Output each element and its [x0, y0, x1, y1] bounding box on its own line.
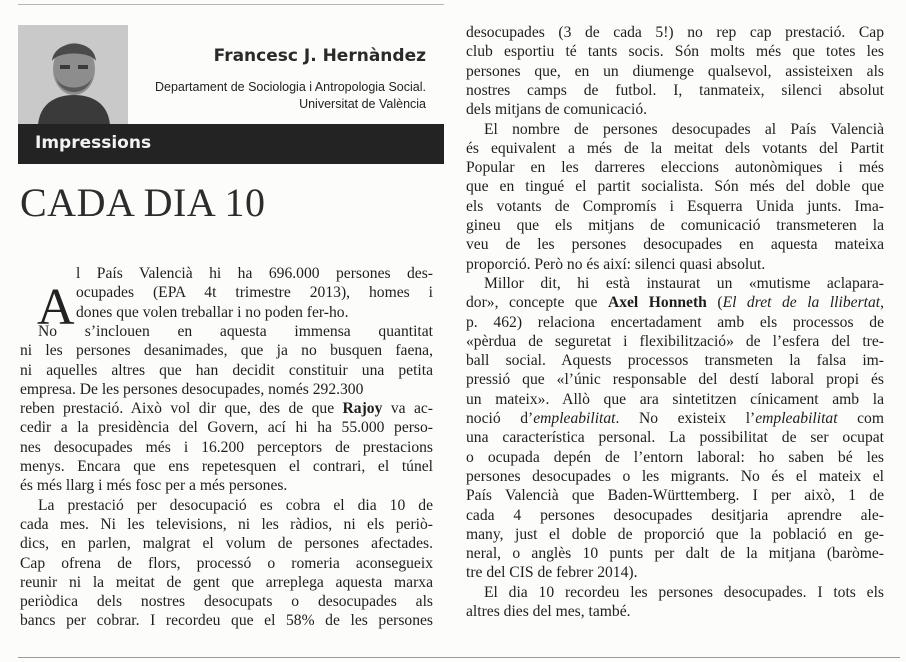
text-line: cada mes. Ni les televisions, ni les ràdios, ni els periò- [20, 515, 433, 533]
section-label: Impressions [35, 133, 152, 153]
text-line: dics, en parlen, malgrat el volum de persones afectades. [20, 535, 433, 553]
text-line: nostres camps de futbol. I, tanmateix, silenci absolut [466, 81, 884, 99]
text-line: tre del CIS de febrer 2014). [466, 564, 638, 582]
text-line: cedir a la presidència del Govern, ací hi ha 55.000 perso- [20, 419, 433, 437]
text-line: els votants de Compromís i Esquerra Unida junts. Ima- [466, 197, 884, 215]
text-line: ball social. Aquests processos transmeten la falsa im- [466, 352, 884, 370]
text-line: periòdica dels nostres desocupats o desocupades als [20, 593, 433, 611]
text-line: que en tingué el partit socialista. Són més del doble que [466, 178, 884, 196]
text-line: gineu que els mitjans de comunicació transmeteren la [466, 217, 884, 234]
text-line: ocupades (EPA 4t trimestre 2013), homes i [76, 284, 433, 302]
text-line: «pèrdua de seguretat i flexibilització» de l’esfera del tre- [466, 332, 884, 350]
text-line: empresa. De les persones desocupades, només 292.300 [20, 380, 364, 398]
author-name: Francesc J. Hernàndez [213, 46, 426, 66]
text-line: nes desocupades més i 16.200 perceptors de prestacions [20, 438, 433, 456]
top-rule [18, 4, 444, 5]
text-line: El dia 10 recordeu les persones desocupades. I tots els [484, 583, 884, 601]
text-line: veu de les persones desocupades en aquesta mateixa [466, 236, 884, 254]
text-line: és més llarg i més fosc per a més persones. [20, 477, 288, 495]
text-line: reben prestació. Això vol dir que, des de que Rajoy va ac- [20, 400, 433, 418]
author-university: Universitat de València [299, 97, 426, 111]
text-line: pressió que «l’únic responsable del destí laboral propi és [466, 371, 884, 389]
author-byline [18, 20, 444, 124]
text-line: dels mitjans de comunicació. [466, 101, 648, 119]
text-line: País Valencià que Baden-Württemberg. I per això, 1 de [466, 487, 884, 505]
text-line: persones desocupades o les migrants. No és el mateix el [466, 467, 884, 485]
text-line: No s’inclouen en aquesta immensa quantitat [38, 322, 433, 340]
text-line: ni aquelles altres que han decidit constituir una petita [20, 361, 433, 379]
article-column-right [466, 23, 884, 643]
text-line: una característica personal. La possibilitat de ser ocupat [466, 429, 884, 447]
text-line: Popular en les darreres eleccions autonòmiques i més [466, 159, 884, 177]
author-photo [18, 25, 128, 125]
text-line: proporció. Però no és així: silenci quasi absolut. [466, 255, 766, 273]
text-line: menys. Encara que ens repetesquen el contrari, el túnel [20, 458, 433, 475]
text-line: club esportiu té tants socis. Són molts més que totes les [466, 43, 884, 61]
text-line: bancs per cobrar. I recordeu que el 58% de les persones [20, 612, 433, 630]
text-line: cada 4 persones desocupades desitjaria aprendre ale- [466, 506, 884, 524]
article-column-left [20, 264, 433, 644]
text-line: Cap ofrena de flors, processó o romeria aconsegueix [20, 554, 433, 572]
text-line: noció d’empleabilitat. No existeix l’empleabilitat com [466, 410, 884, 427]
text-line: és equivalent a més de la meitat dels votants del Partit [466, 139, 884, 157]
text-line: reunir ni la meitat de gent que arreplega aquesta marxa [20, 573, 433, 591]
author-portrait-icon [18, 25, 128, 125]
text-line: p. 462) relaciona encertadament amb els processos de [466, 313, 884, 331]
text-line: El nombre de persones desocupades al País Valencià [484, 120, 884, 138]
article-headline: CADA DIA 10 [20, 180, 266, 225]
text-line: neral, o anglès 10 punts per dalt de la mitjana (baròme- [466, 545, 884, 563]
drop-cap: A [37, 279, 75, 336]
text-line: l País Valencià hi ha 696.000 persones des- [76, 265, 433, 282]
text-line: La prestació per desocupació es cobra el dia 10 de [38, 496, 433, 514]
bottom-rule [18, 657, 900, 658]
text-line: un mateix». Allò que ara sintetitzen cínicament amb la [466, 390, 884, 408]
text-line: o ocupada depén de l’entorn laboral: ho saben bé les [466, 448, 884, 466]
text-line: dor», concepte que Axel Honneth (El dret de la llibertat, [466, 294, 885, 312]
text-line: many, just el doble de proporció que la població en ge- [466, 525, 884, 543]
text-line: ni les persones desanimades, que ja no busquen faena, [20, 342, 433, 360]
text-line: persones que, en un diumenge qualsevol, assisteixen als [466, 62, 884, 80]
text-line: desocupades (3 de cada 5!) no rep cap prestació. Cap [466, 24, 884, 41]
author-department: Departament de Sociologia i Antropologia Social. [154, 80, 426, 94]
text-line: altres dies del mes, també. [466, 603, 631, 620]
section-bar [18, 124, 444, 164]
text-line: dones que volen treballar i no poden fer-ho. [76, 303, 349, 321]
text-line: Millor dit, hi està instaurat un «mutisme aclapara- [484, 274, 884, 292]
